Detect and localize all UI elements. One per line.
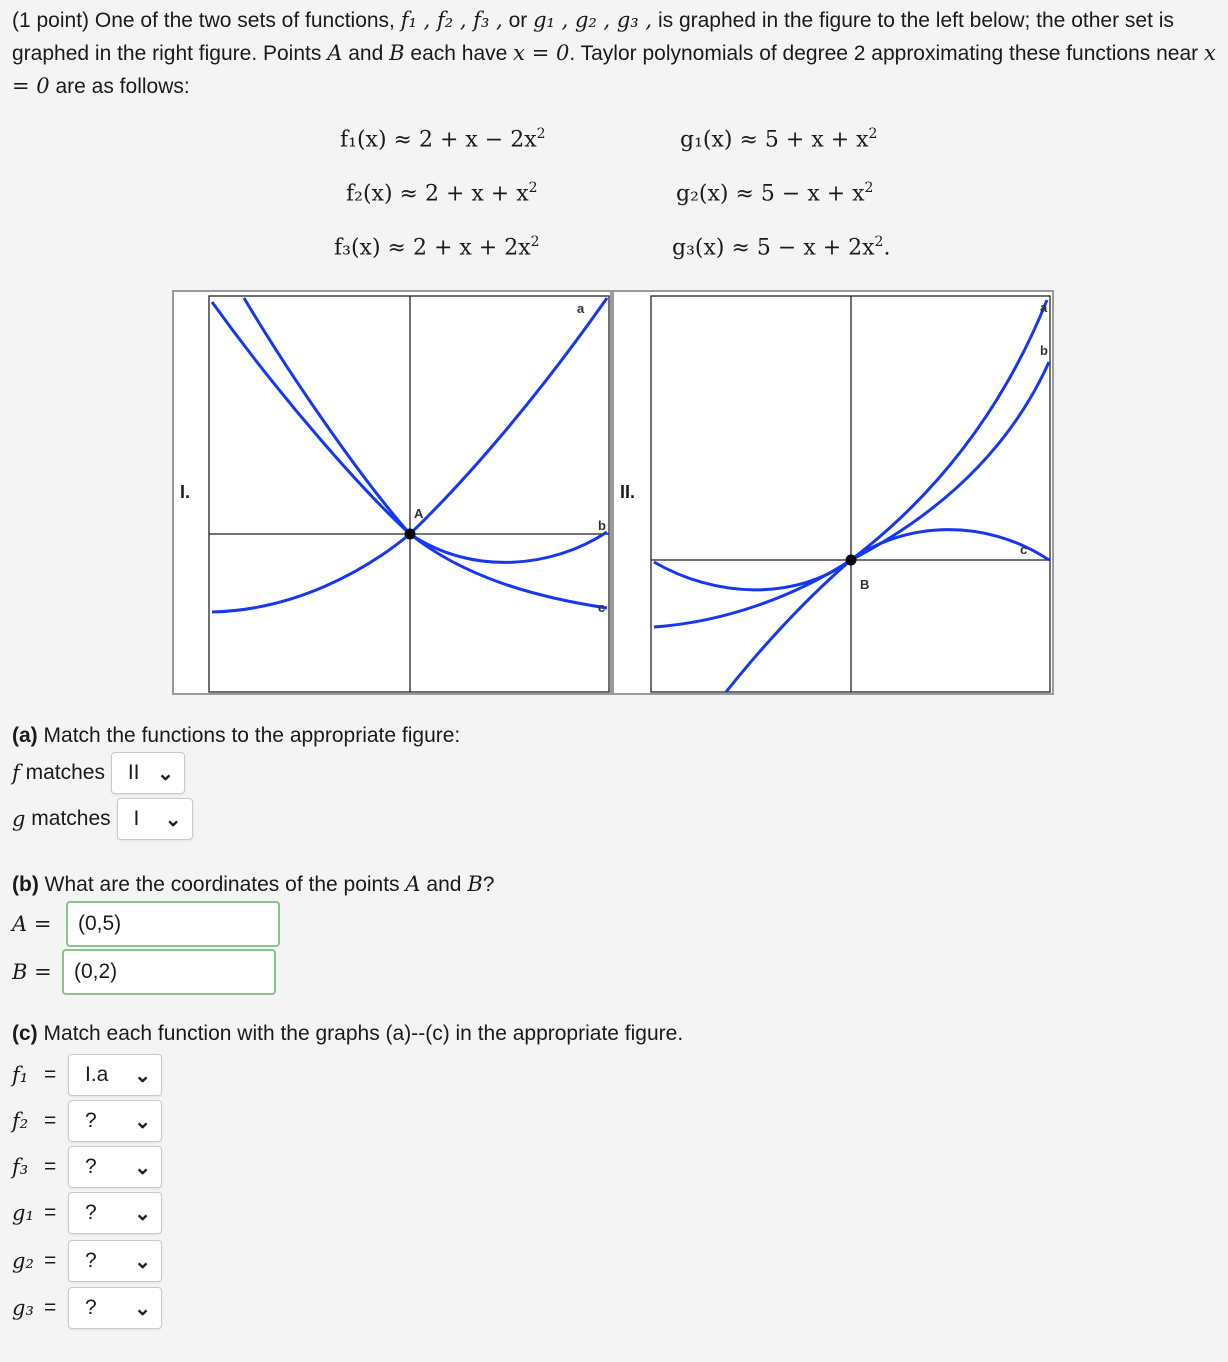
part-b-heading: (b) What are the coordinates of the points A and B?	[12, 872, 495, 896]
chevron-down-icon: ⌄	[164, 808, 182, 831]
point-B-label: B	[860, 577, 870, 592]
figure-II-label-a: a	[1040, 300, 1048, 315]
figure-I-plot	[174, 292, 610, 693]
formula-g3: $g_3(x) \approx 5 - x + 2x^2$.	[672, 234, 891, 261]
point-A-row: A = (0,5)	[12, 901, 280, 947]
chevron-down-icon: ⌄	[134, 1250, 151, 1273]
f-set: f₁ , f₂ , f₃ ,	[400, 8, 503, 32]
chevron-down-icon: ⌄	[134, 1297, 151, 1320]
part-a-heading: (a) Match the functions to the appropriate figure:	[12, 724, 461, 747]
formula-f1: $f_1(x) \approx 2 + x - 2x^2$	[340, 126, 546, 153]
formula-f2: $f_2(x) \approx 2 + x + x^2$	[346, 180, 538, 207]
c-row-f1: f₁ = I.a ⌄	[12, 1054, 162, 1096]
figure-II-curve-a	[726, 300, 1047, 692]
chevron-down-icon: ⌄	[134, 1202, 151, 1225]
figure-I-label: I.	[180, 482, 191, 502]
g2-graph-select[interactable]: ? ⌄	[68, 1240, 162, 1282]
points-label: (1 point)	[12, 9, 90, 32]
point-A-marker	[405, 529, 416, 540]
f1-graph-select[interactable]: I.a ⌄	[68, 1054, 162, 1096]
g-figure-select[interactable]: I ⌄	[117, 798, 193, 840]
figure-II-label: II.	[620, 482, 636, 502]
formula-f3: $f_3(x) \approx 2 + x + 2x^2$	[334, 234, 540, 261]
taylor-formulas	[0, 118, 1228, 278]
chevron-down-icon: ⌄	[134, 1156, 151, 1179]
figure-I	[172, 290, 612, 695]
f2-graph-select[interactable]: ? ⌄	[68, 1100, 162, 1142]
figure-I-label-a: a	[577, 301, 585, 316]
g-set: g₁ , g₂ , g₃ ,	[533, 8, 653, 32]
figure-I-curve-a	[244, 298, 607, 534]
g1-graph-select[interactable]: ? ⌄	[68, 1192, 162, 1234]
c-row-f3: f₃ = ? ⌄	[12, 1146, 162, 1188]
figure-II	[612, 290, 1054, 695]
chevron-down-icon: ⌄	[134, 1110, 151, 1133]
point-B-row: B = (0,2)	[12, 949, 276, 995]
figure-II-plot	[614, 292, 1052, 693]
g3-graph-select[interactable]: ? ⌄	[68, 1287, 162, 1329]
point-A-label: A	[414, 506, 424, 521]
f-figure-select[interactable]: II ⌄	[111, 752, 185, 794]
figure-II-label-c: c	[1020, 542, 1028, 557]
f3-graph-select[interactable]: ? ⌄	[68, 1146, 162, 1188]
c-row-f2: f₂ = ? ⌄	[12, 1100, 162, 1142]
figure-I-label-b: b	[598, 518, 606, 533]
chevron-down-icon: ⌄	[157, 762, 174, 785]
chevron-down-icon: ⌄	[134, 1064, 151, 1087]
point-A-input[interactable]: (0,5)	[66, 901, 280, 947]
c-row-g1: g₁ = ? ⌄	[12, 1192, 162, 1234]
c-row-g2: g₂ = ? ⌄	[12, 1240, 162, 1282]
part-c-heading: (c) Match each function with the graphs (a)--(c) in the appropriate figure.	[12, 1022, 684, 1045]
figure-I-label-c: c	[598, 600, 606, 615]
figure-II-label-b: b	[1040, 343, 1048, 358]
part-a-g-row: g matches I ⌄	[12, 798, 193, 840]
formula-g2: $g_2(x) \approx 5 - x + x^2$	[676, 180, 874, 207]
point-B-input[interactable]: (0,2)	[62, 949, 276, 995]
part-a-f-row: f matches II ⌄	[12, 752, 185, 794]
point-B-marker	[846, 555, 857, 566]
formula-g1: $g_1(x) \approx 5 + x + x^2$	[680, 126, 878, 153]
figure-I-frame	[209, 296, 609, 692]
c-row-g3: g₃ = ? ⌄	[12, 1287, 162, 1329]
problem-statement: (1 point) One of the two sets of functions, f₁ , f₂ , f₃ , or g₁ , g₂ , g₃ , is graphed in the figure to the left below; the other set is graphed in the right figure. Points A and B each have x = 0. Taylor polynomials of degree 2 approximating these functions near x = 0 are as follows:	[12, 8, 1216, 98]
